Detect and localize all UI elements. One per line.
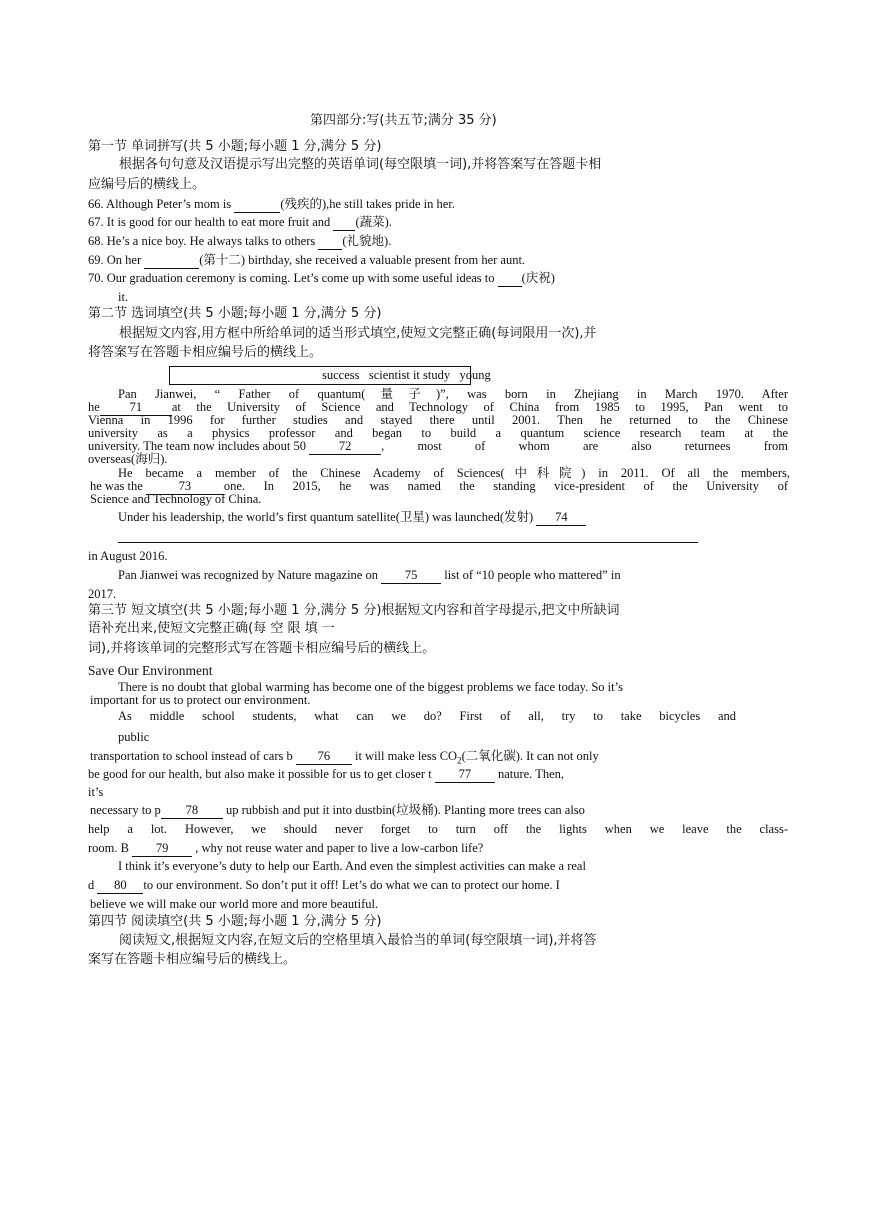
answer-blank-78: 78 [161, 803, 223, 819]
passage3-line: Under his leadership, the world’s first quantum satellite(卫星) was launched(发射) 74 [118, 510, 586, 526]
section2-instruction-cont: 将答案写在答题卡相应编号后的横线上。 [88, 345, 323, 360]
section1-instruction-cont: 应编号后的横线上。 [88, 177, 206, 192]
question-68: 68. He’s a nice boy. He always talks to others (礼貌地). [88, 234, 392, 248]
passage1-line: Pan Jianwei, “ Father of quantum(量子)”, was born in Zhejiang in March 1970. After [118, 387, 788, 401]
answer-blank-79: 79 [132, 841, 192, 857]
answer-blank-71: 71 [100, 400, 172, 416]
answer-blank-76: 76 [296, 749, 352, 765]
answer-blank [234, 197, 280, 213]
answer-blank [144, 253, 199, 269]
section2-instruction: 根据短文内容,用方框中所给单词的适当形式填空,使短文完整正确(每词限用一次),并 [119, 326, 597, 341]
passage1-line: university as a physics professor and began to build a quantum science research team at the [88, 426, 788, 440]
answer-blank-80: 80 [97, 878, 143, 894]
question-70-cont: it. [118, 290, 129, 304]
answer-blank-74: 74 [536, 510, 586, 526]
passage1-line: Vienna in 1996 for further studies and stayed there until 2001. Then he returned to the Chinese [88, 413, 788, 427]
passage-line: important for us to protect our environment. [90, 693, 311, 707]
passage1-line: university. The team now includes about 50 72 , most of whom are also returnees from [88, 439, 788, 453]
passage3-line: in August 2016. [88, 549, 168, 563]
passage-line: As middle school students, what can we do? First of all, try to take bicycles and [118, 709, 736, 723]
passage-line: help a lot. However, we should never forget to turn off the lights when we leave the class- [88, 822, 788, 836]
section3-heading-cont: 词),并将该单词的完整形式写在答题卡相应编号后的横线上。 [88, 641, 436, 656]
answer-blank-72: 72 [309, 439, 381, 455]
answer-blank-73: 73 [146, 479, 224, 495]
passage-title: Save Our Environment [88, 663, 213, 678]
long-underline [118, 542, 698, 543]
passage2-line: He became a member of the Chinese Academy of Sciences(中科院) in 2011. Of all the members, [118, 466, 790, 480]
answer-blank-75: 75 [381, 568, 441, 584]
passage2-line: he was the 73 one. In 2015, he was named the standing vice-president of the University of [90, 479, 788, 493]
part-title: 第四部分:写(共五节;满分 35 分) [310, 113, 497, 128]
question-70: 70. Our graduation ceremony is coming. Let’s come up with some useful ideas to (庆祝) [88, 271, 555, 285]
passage-line: public [118, 730, 150, 744]
question-66: 66. Although Peter’s mom is (残疾的),he still takes pride in her. [88, 197, 455, 211]
passage-line: it’s [88, 785, 104, 799]
word-bank: success scientist it study young [322, 368, 491, 382]
passage4-line: 2017. [88, 587, 117, 601]
passage1-line: he 71 at the University of Science and Technology of China from 1985 to 1995, Pan went to [88, 400, 788, 414]
passage-line: believe we will make our world more and more beautiful. [90, 897, 379, 911]
section4-instruction: 阅读短文,根据短文内容,在短文后的空格里填入最恰当的单词(每空限填一词),并将答 [119, 933, 597, 948]
section3-heading-cont: 语补充出来,使短文完整正确(每 空 限 填 一 [88, 621, 335, 636]
section4-instruction-cont: 案写在答题卡相应编号后的横线上。 [88, 952, 297, 967]
passage-line: necessary to p 78 up rubbish and put it into dustbin(垃圾桶). Planting more trees can also [90, 803, 585, 817]
answer-blank [333, 215, 355, 231]
section1-instruction: 根据各句句意及汉语提示写出完整的英语单词(每空限填一词),并将答案写在答题卡相 [119, 157, 602, 172]
passage-line: be good for our health, but also make it possible for us to get closer t 77 nature. Then, [88, 767, 565, 781]
answer-blank [498, 271, 522, 287]
passage-line: transportation to school instead of cars b 76 it will make less $CO_2$(二氧化碳). It can not only [90, 749, 599, 766]
answer-blank [318, 234, 342, 250]
section3-heading: 第三节 短文填空(共 5 小题;每小题 1 分,满分 5 分)根据短文内容和首字母提示,把文中所缺词 [88, 603, 620, 618]
question-67: 67. It is good for our health to eat more fruit and (蔬菜). [88, 215, 392, 229]
answer-blank-77: 77 [435, 767, 495, 783]
passage1-line: overseas(海归). [88, 452, 168, 466]
passage-line: d 80 to our environment. So don’t put it off! Let’s do what we can to protect our home. I [88, 878, 560, 892]
section1-heading: 第一节 单词拼写(共 5 小题;每小题 1 分,满分 5 分) [88, 139, 382, 154]
passage-line: room. B 79 , why not reuse water and paper to live a low-carbon life? [88, 841, 484, 855]
question-69: 69. On her (第十二) birthday, she received a valuable present from her aunt. [88, 253, 526, 267]
passage-line: I think it’s everyone’s duty to help our Earth. And even the simplest activities can make a real [118, 859, 586, 873]
passage4-line: Pan Jianwei was recognized by Nature magazine on 75 list of “10 people who mattered” in [118, 568, 621, 582]
passage-line: There is no doubt that global warming has become one of the biggest problems we face today. So it’s [118, 680, 623, 694]
section2-heading: 第二节 选词填空(共 5 小题;每小题 1 分,满分 5 分) [88, 306, 382, 321]
passage2-line: Science and Technology of China. [90, 492, 262, 506]
section4-heading: 第四节 阅读填空(共 5 小题;每小题 1 分,满分 5 分) [88, 914, 382, 929]
